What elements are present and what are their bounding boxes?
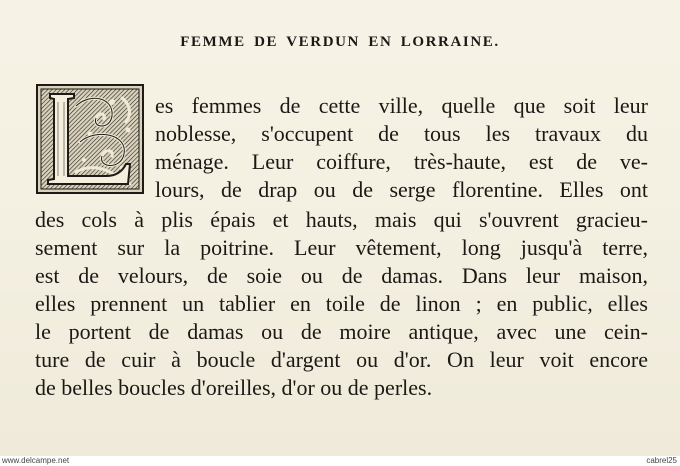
text-line: des cols à plis épais et hauts, mais qui s'ouvrent gracieu- — [35, 207, 648, 232]
text-line: lours, de drap ou de serge florentine. Elles ont — [155, 177, 648, 202]
text-line: noblesse, s'occupent de tous les travaux du — [155, 121, 648, 146]
text-line: elles prennent un tablier en toile de linon ; en public, elles — [35, 291, 648, 316]
text-line: est de velours, de soie ou de damas. Dans leur maison, — [35, 263, 648, 288]
text-line: es femmes de cette ville, quelle que soit leur — [155, 93, 648, 118]
text-line: de belles boucles d'oreilles, d'or ou de perles. — [35, 375, 433, 400]
page-title: FEMME DE VERDUN EN LORRAINE. — [180, 34, 500, 50]
text-line: sement sur la poitrine. Leur vêtement, long jusqu'à terre, — [35, 235, 648, 260]
watermark-seller: cabrel25 — [646, 456, 677, 465]
watermark-site: www.delcampe.net — [2, 456, 70, 465]
text-line: ménage. Leur coiffure, très-haute, est de ve- — [155, 149, 648, 174]
text-line: le portent de damas ou de moire antique, avec une cein- — [35, 319, 648, 344]
ornamental-drop-cap-illustration — [36, 84, 144, 194]
watermark-footer — [0, 456, 680, 466]
text-line: ture de cuir à boucle d'argent ou d'or. On leur voit encore — [35, 347, 648, 372]
ornamental-drop-cap — [36, 84, 144, 194]
